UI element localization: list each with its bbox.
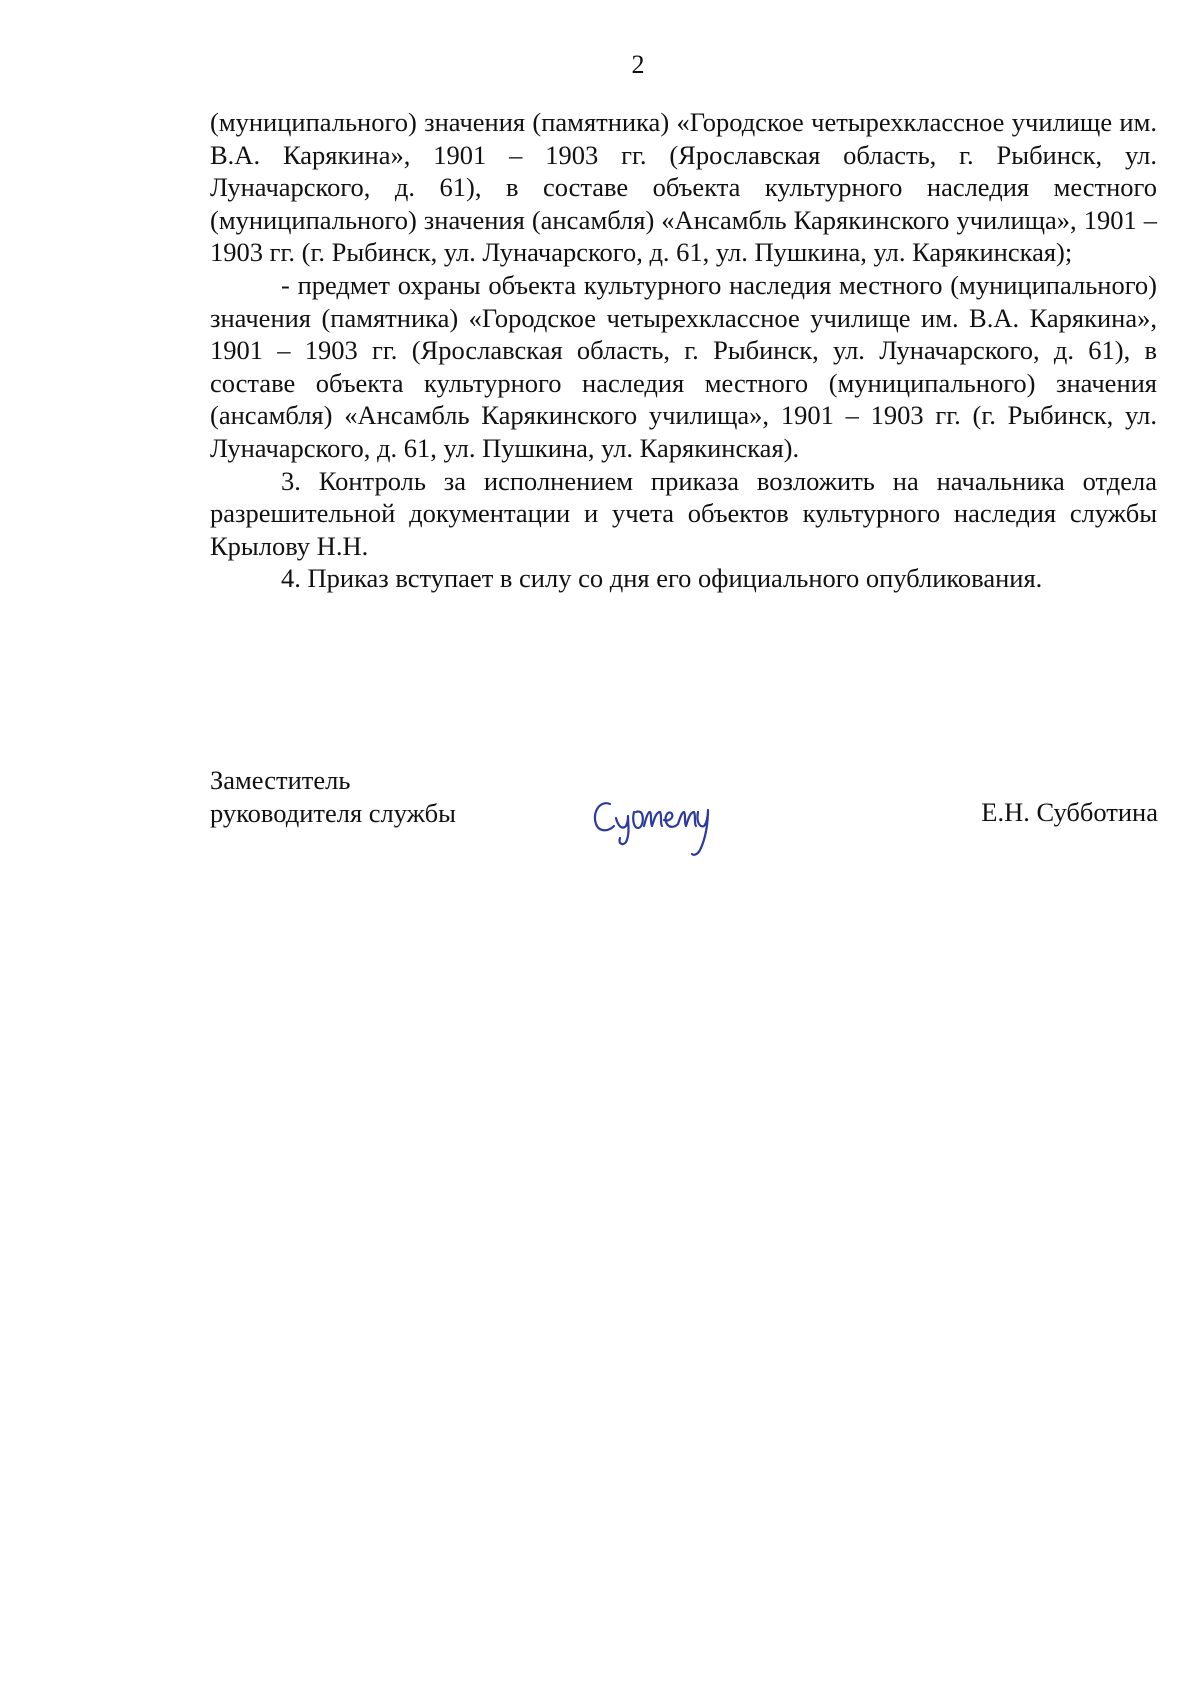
paragraph-object-description: (муниципального) значения (памятника) «Городское четырехклассное училище им. В.А. Карякина», 1901 – 1903 гг. (Ярославская область, г. Рыбинск, ул. Луначарского, д. 61), в составе объекта культурного наследия местного (муниципального) значения (ансамбля) «Ансамбль Карякинского училища», 1901 – 1903 гг. (г. Рыбинск, ул. Луначарского, д. 61, ул. Пушкина, ул. Карякинская); (210, 107, 1157, 268)
signatory-name: Е.Н. Субботина (981, 797, 1158, 827)
signatory-position-line2: руководителя службы (210, 797, 456, 828)
document-body (210, 106, 1157, 595)
paragraph-effective-date: 4. Приказ вступает в силу со дня его официального опубликования. (281, 563, 1043, 594)
page-number: 2 (631, 50, 645, 79)
paragraph-control-clause: 3. Контроль за исполнением приказа возложить на начальника отдела разрешительной документации и учета объектов культурного наследия службы Крылову Н.Н. (210, 465, 1157, 561)
signatory-position-line1: Заместитель (210, 765, 351, 795)
handwritten-signature-icon (588, 782, 748, 862)
signature-block (210, 764, 1158, 854)
paragraph-protection-subject: - предмет охраны объекта культурного наследия местного (муниципального) значения (памятника) «Городское четырехклассное училище им. В.А. Карякина», 1901 – 1903 гг. (Ярославская область, г. Рыбинск, ул. Луначарского, д. 61), в составе объекта культурного наследия местного (муниципального) значения (ансамбля) «Ансамбль Карякинского училища», 1901 – 1903 гг. (г. Рыбинск, ул. Луначарского, д. 61, ул. Пушкина, ул. Карякинская). (210, 269, 1157, 463)
signatory-position (210, 764, 456, 829)
